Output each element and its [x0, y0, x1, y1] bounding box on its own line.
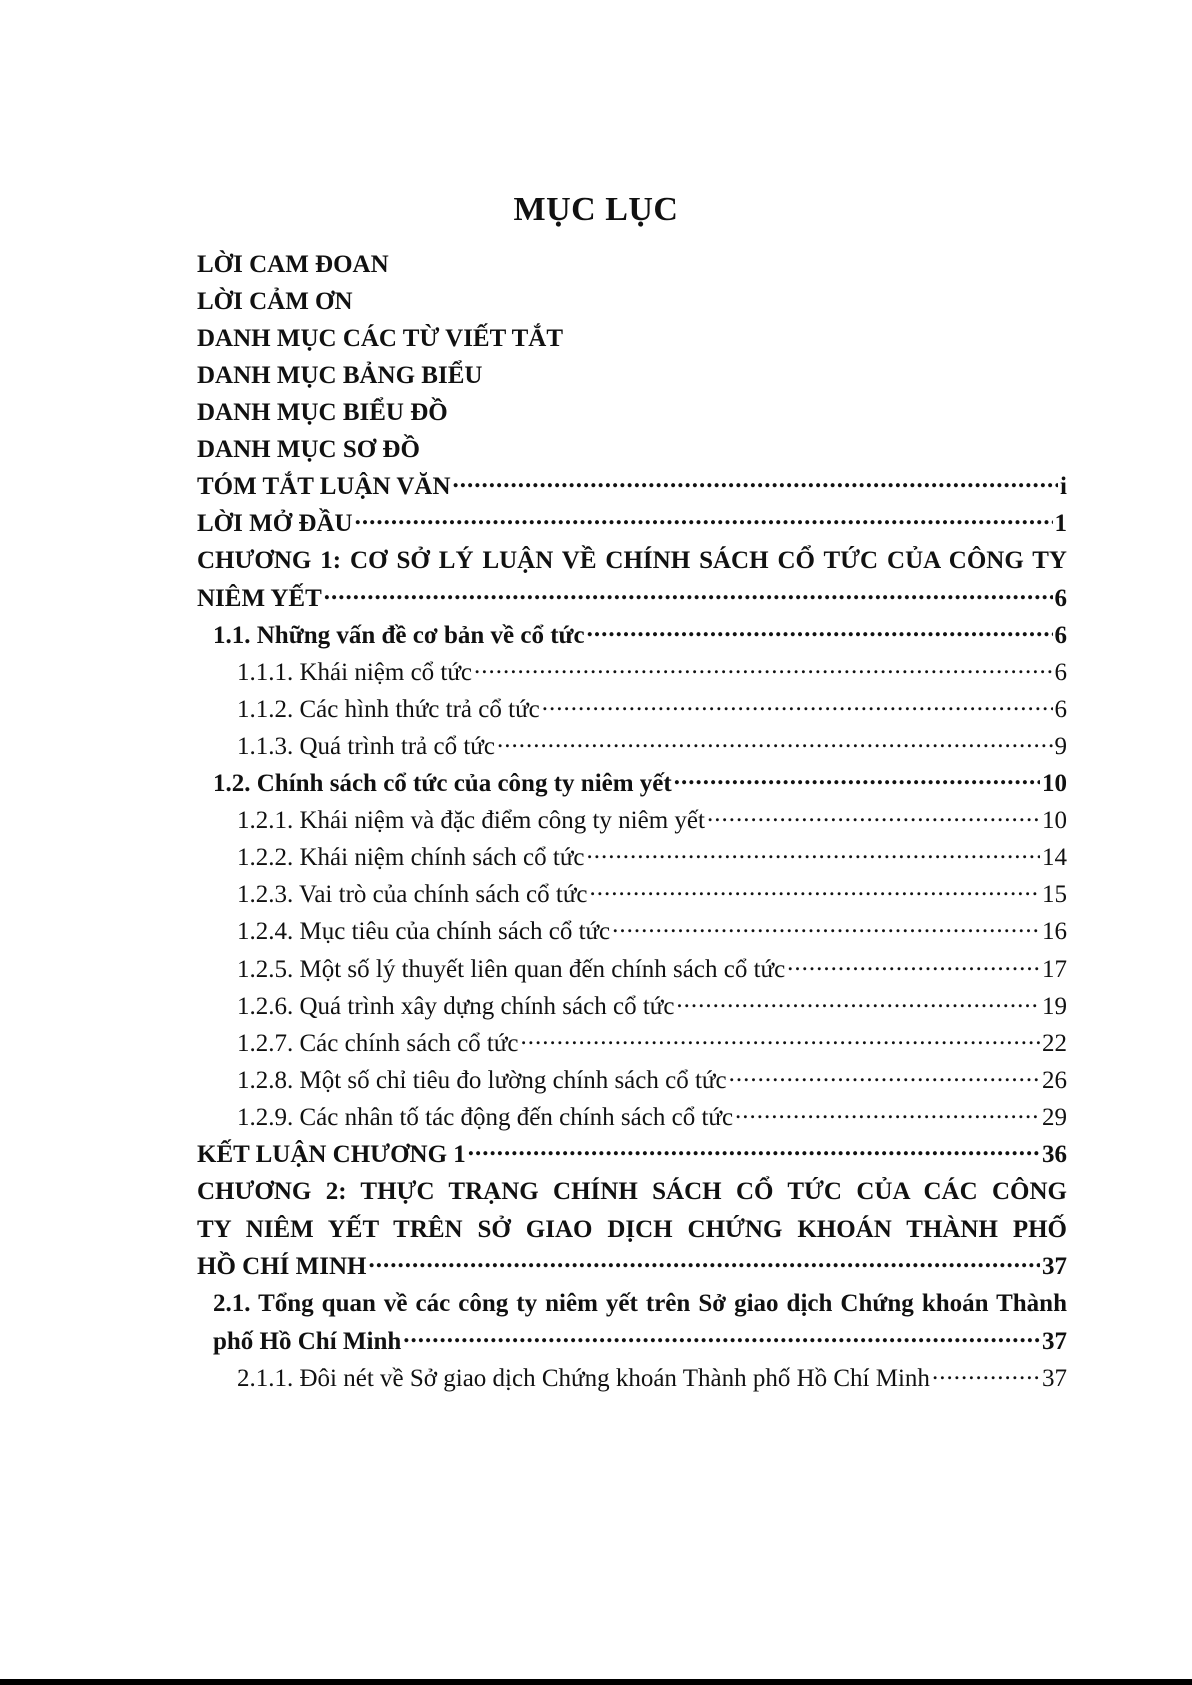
toc-entry-danh-muc-tu-viet-tat	[197, 319, 1067, 359]
toc-entry-label: TY NIÊM YẾT TRÊN SỞ GIAO DỊCH CHỨNG KHOÁN THÀNH PHỐ	[197, 1216, 1067, 1243]
dot-leader	[468, 1137, 1040, 1162]
toc-page-number: 10	[1042, 770, 1067, 797]
toc-page-number: 22	[1042, 1030, 1067, 1057]
toc-entry-1-1-1	[237, 653, 1067, 693]
dot-leader	[497, 729, 1053, 754]
page-bottom-edge	[0, 1679, 1192, 1685]
toc-entry-label: 1.2.1. Khái niệm và đặc điểm công ty niêm yết	[237, 807, 705, 834]
toc-page-number: 15	[1042, 881, 1067, 908]
dot-leader	[590, 877, 1041, 902]
toc-entry-label: CHƯƠNG 2: THỰC TRẠNG CHÍNH SÁCH CỔ TỨC CỦA CÁC CÔNG	[197, 1178, 1067, 1205]
toc-entry-1-2-8	[237, 1061, 1067, 1101]
toc-entry-label: 1.2.7. Các chính sách cổ tức	[237, 1030, 519, 1057]
dot-leader	[324, 581, 1053, 606]
toc-entry-label: 2.1.1. Đôi nét về Sở giao dịch Chứng khoán Thành phố Hồ Chí Minh	[237, 1365, 930, 1392]
toc-entry-chuong-1-line1	[197, 541, 1067, 581]
toc-entry-1-2-6	[237, 987, 1067, 1027]
toc-entry-label: 1.1.2. Các hình thức trả cổ tức	[237, 696, 540, 723]
toc-entry-chuong-2-line3	[197, 1247, 1067, 1287]
toc-page-number: 29	[1042, 1104, 1067, 1131]
toc-entry-label: phố Hồ Chí Minh	[213, 1328, 402, 1355]
dot-leader	[787, 952, 1040, 977]
toc-entry-label: TÓM TẮT LUẬN VĂN	[197, 473, 451, 500]
toc-entry-1-2-9	[237, 1098, 1067, 1138]
toc-entry-label: DANH MỤC CÁC TỪ VIẾT TẮT	[197, 325, 564, 352]
toc-entry-1-2	[213, 764, 1067, 804]
toc-entry-label: 1.2.3. Vai trò của chính sách cổ tức	[237, 881, 588, 908]
toc-entry-label: 2.1. Tổng quan về các công ty niêm yết trên Sở giao dịch Chứng khoán Thành	[213, 1290, 1067, 1317]
dot-leader	[403, 1324, 1040, 1349]
toc-entry-label: 1.2.5. Một số lý thuyết liên quan đến chính sách cổ tức	[237, 956, 786, 983]
toc-entry-1-2-4	[237, 912, 1067, 952]
toc-entry-danh-muc-so-do	[197, 430, 1067, 470]
toc-page-number: 14	[1042, 844, 1067, 871]
toc-page-number: 10	[1042, 807, 1067, 834]
toc-entry-1-1-2	[237, 690, 1067, 730]
dot-leader	[674, 766, 1040, 791]
toc-page-number: 37	[1042, 1253, 1067, 1280]
toc-page-number: 6	[1054, 622, 1067, 649]
toc-entry-1-2-7	[237, 1024, 1067, 1064]
toc-entry-ket-luan-chuong-1	[197, 1135, 1067, 1175]
dot-leader	[932, 1361, 1040, 1386]
dot-leader	[612, 914, 1040, 939]
toc-entry-label: CHƯƠNG 1: CƠ SỞ LÝ LUẬN VỀ CHÍNH SÁCH CỔ TỨC CỦA CÔNG TY	[197, 547, 1067, 574]
toc-entry-label: LỜI MỞ ĐẦU	[197, 510, 353, 537]
toc-entry-danh-muc-bang-bieu	[197, 356, 1067, 396]
page-title: MỤC LỤC	[513, 191, 679, 228]
toc-entry-label: 1.1. Những vấn đề cơ bản về cổ tức	[213, 622, 585, 649]
toc-page-number: 26	[1042, 1067, 1067, 1094]
toc-page-number: 37	[1042, 1328, 1067, 1355]
toc-entry-label: DANH MỤC SƠ ĐỒ	[197, 436, 420, 463]
toc-entry-label: KẾT LUẬN CHƯƠNG 1	[197, 1141, 466, 1168]
dot-leader	[707, 803, 1040, 828]
toc-entry-1-2-1	[237, 801, 1067, 841]
toc-entry-2-1-line1	[213, 1284, 1067, 1324]
dot-leader	[729, 1063, 1040, 1088]
toc-page-number: 36	[1042, 1141, 1067, 1168]
toc-page-number: 16	[1042, 918, 1067, 945]
toc-entry-label: NIÊM YẾT	[197, 585, 322, 612]
toc-entry-label: 1.2.4. Mục tiêu của chính sách cổ tức	[237, 918, 611, 945]
toc-entry-label: 1.2. Chính sách cổ tức của công ty niêm yết	[213, 770, 672, 797]
dot-leader	[521, 1026, 1040, 1051]
toc-entry-1-1	[213, 616, 1067, 656]
toc-entry-chuong-1-line2	[197, 579, 1067, 619]
toc-entry-chuong-2-line1	[197, 1172, 1067, 1212]
dot-leader	[453, 469, 1059, 494]
toc-entry-label: 1.2.8. Một số chỉ tiêu đo lường chính sách cổ tức	[237, 1067, 727, 1094]
toc-page-number: i	[1060, 473, 1067, 500]
toc-page-number: 6	[1054, 585, 1067, 612]
toc-entry-1-2-5	[237, 950, 1067, 990]
toc-entry-label: 1.2.9. Các nhân tố tác động đến chính sách cổ tức	[237, 1104, 734, 1131]
dot-leader	[587, 840, 1041, 865]
toc-page-number: 19	[1042, 993, 1067, 1020]
toc-entry-label: 1.2.6. Quá trình xây dựng chính sách cổ tức	[237, 993, 675, 1020]
dot-leader	[542, 692, 1053, 717]
dot-leader	[474, 655, 1052, 680]
toc-entry-chuong-2-line2	[197, 1210, 1067, 1250]
dot-leader	[587, 618, 1053, 643]
dot-leader	[735, 1100, 1040, 1125]
toc-entry-label: LỜI CẢM ƠN	[197, 288, 353, 315]
toc-entry-label: HỒ CHÍ MINH	[197, 1253, 367, 1280]
dot-leader	[368, 1249, 1040, 1274]
toc-entry-loi-mo-dau	[197, 504, 1067, 544]
toc-entry-2-1-line2	[213, 1322, 1067, 1362]
toc-page-number: 17	[1042, 956, 1067, 983]
toc-entry-2-1-1	[237, 1359, 1067, 1399]
dot-leader	[676, 989, 1040, 1014]
toc-entry-label: DANH MỤC BIỂU ĐỒ	[197, 399, 448, 426]
toc-entry-1-1-3	[237, 727, 1067, 767]
toc-page-number: 37	[1042, 1365, 1067, 1392]
toc-entry-1-2-2	[237, 838, 1067, 878]
toc-entry-danh-muc-bieu-do	[197, 393, 1067, 433]
toc-entry-loi-cam-doan	[197, 245, 1067, 285]
toc-entry-loi-cam-on	[197, 282, 1067, 322]
toc-page-number: 6	[1054, 659, 1067, 686]
toc-entry-label: LỜI CAM ĐOAN	[197, 251, 389, 278]
toc-entry-tom-tat	[197, 467, 1067, 507]
toc-entry-1-2-3	[237, 875, 1067, 915]
toc-page-number: 1	[1054, 510, 1067, 537]
toc-entry-label: 1.1.1. Khái niệm cổ tức	[237, 659, 473, 686]
toc-entry-label: 1.1.3. Quá trình trả cổ tức	[237, 733, 495, 760]
dot-leader	[355, 506, 1053, 531]
toc-entry-label: DANH MỤC BẢNG BIỂU	[197, 362, 483, 389]
toc-entry-label: 1.2.2. Khái niệm chính sách cổ tức	[237, 844, 585, 871]
toc-page-number: 9	[1054, 733, 1067, 760]
toc-page-number: 6	[1054, 696, 1067, 723]
